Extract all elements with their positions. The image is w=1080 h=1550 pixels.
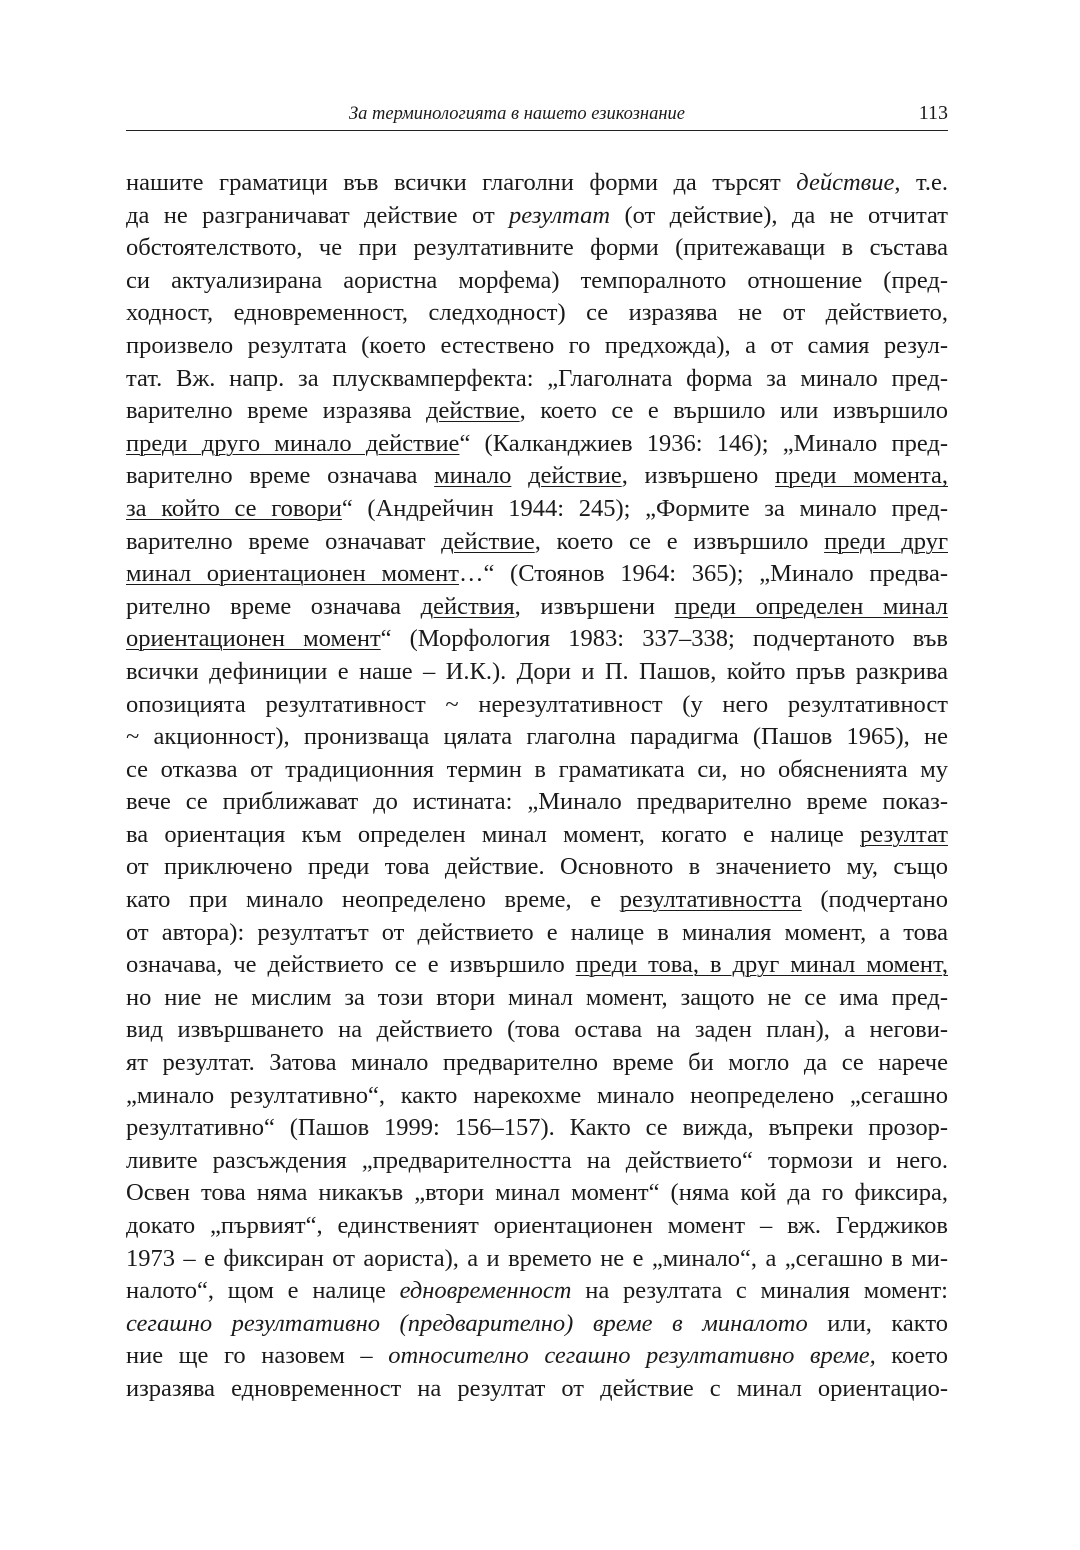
text-line — [126, 819, 948, 852]
text-line — [126, 558, 948, 591]
text-segment: на резултата с миналия момент: — [571, 1277, 948, 1305]
text-segment: но ние не мислим за този втори минал момент, защото не се има пред- — [126, 983, 948, 1011]
text-line — [126, 493, 948, 526]
text-segment: като при минало неопределено време, е — [126, 886, 620, 914]
text-line — [126, 363, 948, 396]
text-line — [126, 395, 948, 428]
text-segment: означава, че действието се е извършило — [126, 951, 576, 979]
text-segment: “ (Морфология 1983: 337–338; подчертаното във — [380, 625, 948, 653]
text-segment: , т.е. — [894, 169, 948, 196]
text-line — [126, 232, 948, 265]
text-segment: всички дефиниции е наше – И.К.). Дори и П. Пашов, който пръв разкрива — [126, 657, 948, 685]
text-line — [126, 428, 948, 461]
text-segment: докато „първият“, единственият ориентационен момент – вж. Герджиков — [126, 1212, 948, 1239]
text-line — [126, 460, 948, 493]
text-line — [126, 1340, 948, 1373]
italic-text: относително сегашно резултативно време, — [388, 1342, 876, 1370]
underlined-text: минал ориентационен момент — [126, 560, 459, 588]
text-line — [126, 330, 948, 363]
text-segment: варително време означава — [126, 462, 435, 490]
text-segment: тат. Вж. напр. за плусквамперфекта: „Глаголната форма за минало пред- — [126, 364, 948, 392]
text-segment: се отказва от традиционния термин в граматиката си, но обясненията му — [126, 755, 948, 783]
underlined-text: за който се говори — [126, 494, 342, 522]
underlined-text: преди това, в друг минал момент, — [575, 951, 948, 979]
underlined-text: минало — [434, 462, 512, 490]
text-line — [126, 1014, 948, 1047]
text-line — [126, 721, 948, 754]
text-segment: резултативно“ (Пашов 1999: 156–157). Както се вижда, въпреки прозор- — [126, 1114, 948, 1142]
text-segment: ят резултат. Затова минало предварително време би могло да се нарече — [126, 1049, 948, 1077]
underlined-text: действие — [528, 462, 622, 490]
running-header — [126, 100, 948, 131]
text-line — [126, 786, 948, 819]
italic-text: резултат — [509, 201, 611, 229]
text-segment: “ (Калканджиев 1936: 146); „Минало пред- — [459, 429, 948, 457]
underlined-text: действия — [420, 592, 515, 620]
text-line — [126, 297, 948, 330]
text-segment: варително време означават — [126, 527, 442, 555]
text-segment: ~ акционност), пронизваща цялата глаголна парадигма (Пашов 1965), не — [126, 723, 948, 751]
italic-text: действие — [796, 169, 895, 196]
text-segment: “ (Андрейчин 1944: 245); „Формите за минало пред- — [341, 494, 948, 522]
running-title: За терминологията в нашето езикознание — [349, 104, 685, 124]
underlined-text: преди друго минало действие — [126, 429, 460, 457]
text-line — [126, 526, 948, 559]
text-segment: , извършени — [514, 592, 675, 620]
text-line — [126, 1373, 948, 1406]
text-segment: …“ (Стоянов 1964: 365); „Минало предва- — [458, 560, 948, 588]
text-segment — [511, 462, 528, 489]
text-line — [126, 851, 948, 884]
text-segment: изразява едновременност на резултат от действие с минал ориентацио- — [126, 1374, 948, 1402]
body-text — [126, 167, 948, 1406]
underlined-text: преди момента, — [775, 462, 948, 490]
text-segment: , извършено — [621, 462, 776, 490]
text-segment: (от действие), да не отчитат — [610, 201, 948, 229]
text-segment: ливите разсъждения „предварителността на действието“ тормози и него. — [126, 1146, 948, 1174]
text-segment: обстоятелството, че при резултативните форми (притежаващи в състава — [126, 234, 948, 262]
text-segment: (подчертано — [801, 886, 948, 914]
text-line — [126, 1210, 948, 1243]
text-segment: си актуализирана аористна морфема) темпоралното отношение (пред- — [126, 266, 948, 294]
underlined-text: преди друг — [824, 527, 948, 555]
underlined-text: резултативността — [619, 886, 802, 914]
text-line — [126, 689, 948, 722]
text-segment: ние ще го назовем – — [126, 1342, 389, 1370]
text-segment: нашите граматици във всички глаголни форми да търсят — [126, 169, 797, 196]
text-segment: опозицията резултативност ~ нерезултативност (у него резултативност — [126, 690, 948, 718]
underlined-text: ориентационен момент — [126, 625, 381, 653]
underlined-text: преди определен минал — [674, 592, 948, 620]
underlined-text: действие — [441, 527, 535, 555]
text-line — [126, 1080, 948, 1113]
text-segment: което — [875, 1342, 949, 1370]
text-line — [126, 917, 948, 950]
page-number: 113 — [918, 102, 948, 124]
italic-text: сегашно резултативно (предварително) време в миналото — [126, 1309, 808, 1337]
text-line — [126, 1243, 948, 1276]
text-line — [126, 1275, 948, 1308]
text-segment: вид извършването на действието (това остава на заден план), а негови- — [126, 1016, 948, 1044]
text-segment: , което се е вършило или извършило — [519, 397, 948, 425]
underlined-text: действие — [426, 397, 520, 425]
text-segment: от автора): резултатът от действието е налице в миналия момент, а това — [126, 918, 948, 946]
text-segment: или, както — [807, 1309, 948, 1337]
text-segment: произвело резултата (което естествено го предхожда), а от самия резул- — [126, 331, 948, 359]
text-line — [126, 1112, 948, 1145]
text-line — [126, 754, 948, 787]
text-segment: от приключено преди това действие. Основното в значението му, също — [126, 853, 948, 881]
text-segment: ходност, едновременност, следходност) се изразява не от действието, — [126, 299, 948, 327]
text-segment: вече се приближават до истината: „Минало предварително време показ- — [126, 788, 948, 816]
text-line — [126, 167, 948, 200]
text-line — [126, 200, 948, 233]
text-segment: варително време изразява — [126, 397, 427, 425]
text-line — [126, 982, 948, 1015]
text-segment: ва ориентация към определен минал момент, когато е налице — [126, 820, 861, 848]
underlined-text: резултат — [860, 820, 948, 848]
text-line — [126, 623, 948, 656]
text-line — [126, 1047, 948, 1080]
text-segment: рително време означава — [126, 592, 421, 620]
text-segment: налото“, щом е налице — [126, 1277, 400, 1305]
text-line — [126, 949, 948, 982]
text-line — [126, 1177, 948, 1210]
text-line — [126, 1308, 948, 1341]
text-segment: 1973 – е фиксиран от аориста), а и времето не е „минало“, а „сегашно в ми- — [126, 1244, 948, 1272]
text-line — [126, 656, 948, 689]
text-line — [126, 265, 948, 298]
text-line — [126, 1145, 948, 1178]
text-segment: „минало резултативно“, както нарекохме минало неопределено „сегашно — [126, 1081, 948, 1109]
text-line — [126, 591, 948, 624]
text-segment: Освен това няма никакъв „втори минал момент“ (няма кой да го фиксира, — [126, 1179, 948, 1207]
italic-text: едновременност — [399, 1277, 572, 1305]
text-segment: , което се е извършило — [534, 527, 825, 555]
text-segment: да не разграничават действие от — [126, 201, 510, 229]
text-line — [126, 884, 948, 917]
